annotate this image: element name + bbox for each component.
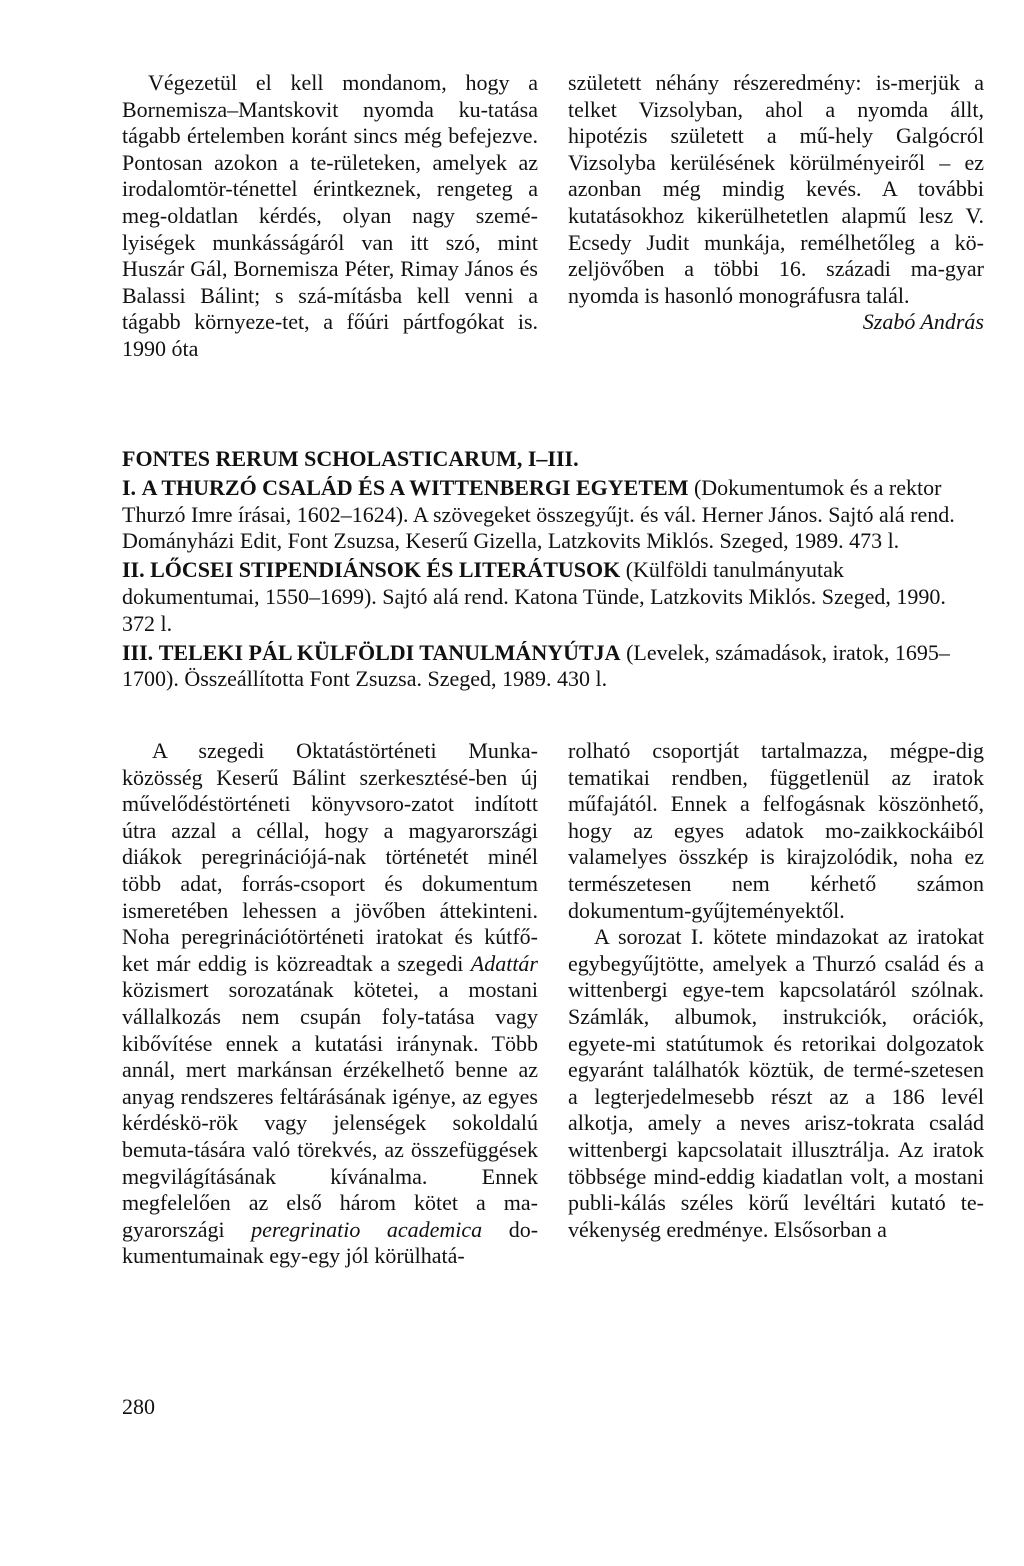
volume-entry-3 <box>122 640 962 694</box>
volume-title-3: TELEKI PÁL KÜLFÖLDI TANULMÁNYÚTJA <box>158 639 621 665</box>
volume-entry-2 <box>122 557 962 637</box>
volume-title-1: A THURZÓ CSALÁD ÉS A WITTENBERGI EGYETEM <box>141 474 689 500</box>
review-paragraph-1-continued: rolható csoportját tartalmazza, mégpe-dig tematikai rendben, függetlenül az iratok műfajától. Ennek a felfogásnak köszönhető, hogy az egyes adatok mo-zaikkockáiból valamelyes összkép is kirajzolódik, noha ez természetesen nem kérhető számon dokumentum-gyűjteményektől. <box>568 738 984 923</box>
review-body-left-column <box>122 738 538 1270</box>
previous-review-author: Szabó András <box>862 309 984 335</box>
volume-details-3: (Levelek, számadások, iratok, 1695–1700). Összeállította Font Zsuzsa. Szeged, 1989. 430 l. <box>122 639 950 692</box>
review-p1-italic-peregrinatio: peregrinatio academica <box>251 1216 483 1242</box>
review-heading <box>122 446 962 693</box>
series-title: FONTES RERUM SCHOLASTICARUM, I–III. <box>122 446 579 471</box>
review-p1-text-a: A szegedi Oktatástörténeti Munka-közösség Keserű Bálint szerkesztésé-ben új művelődéstörténeti könyvsoro-zatot indított útra azzal a céllal, hogy a magyarországi diákok peregrinációjá-nak történetét minél több adat, forrás-csoport és dokumentum ismeretében lehessen a jövőben áttekinteni. Noha peregrinációtörténeti iratokat és kútfő-ket már eddig is közreadtak a szegedi <box>122 738 538 976</box>
previous-review-left-column <box>122 70 538 363</box>
volume-number-2: II. <box>122 557 145 583</box>
volume-details-2: (Külföldi tanulmányutak dokumentumai, 1550–1699). Sajtó alá rend. Katona Tünde, Latzkovits Miklós. Szeged, 1990. 372 l. <box>122 557 946 636</box>
review-p1-italic-adattar: Adattár <box>470 950 538 976</box>
previous-review-right-text: született néhány részeredmény: is-merjük a telket Vizsolyban, ahol a nyomda állt, hipotézis született a mű-hely Galgócról Vizsolyba kerülésének körülményeiről – ez azonban még mindig kevés. A további kutatásokhoz kikerülhetetlen alapmű lesz V. Ecsedy Judit munkája, remélhetőleg a kö-zeljövőben a többi 16. századi ma-gyar nyomda is hasonló monográfusra talál. <box>568 70 984 308</box>
volume-title-2: LŐCSEI STIPENDIÁNSOK ÉS LITERÁTUSOK <box>150 557 621 583</box>
page-number: 280 <box>122 1394 155 1419</box>
review-body-right-column <box>568 738 984 1243</box>
previous-review-left-text: Végezetül el kell mondanom, hogy a Bornemisza–Mantskovit nyomda ku-tatása tágabb értelemben koránt sincs még befejezve. Pontosan azokon a te-rületeken, amelyek az irodalomtör-ténettel érintkeznek, rengeteg a meg-oldatlan kérdés, olyan nagy szemé-lyiségek munkásságáról van itt szó, mint Huszár Gál, Bornemisza Péter, Rimay János és Balassi Bálint; s szá-mításba kell venni a tágabb környeze-tet, a főúri pártfogókat is. 1990 óta <box>122 70 538 361</box>
volume-number-1: I. <box>122 474 137 500</box>
review-paragraph-2: A sorozat I. kötete mindazokat az iratokat egybegyűjtötte, amelyek a Thurzó család és a wittenbergi egye-tem kapcsolatáról szólnak. Számlák, albumok, instrukciók, orációk, egyete-mi statútumok és retorikai dolgozatok egyaránt találhatók köztük, de termé-szetesen a legterjedelmesebb részt az a 186 levél alkotja, amely a neves arisz-tokrata család wittenbergi kapcsolatait illusztrálja. Az iratok többsége mind-eddig kiadatlan volt, a mostani publi-kálás széles körű levéltári kutató te-vékenység eredménye. Elsősorban a <box>568 924 984 1242</box>
previous-review-right-column <box>568 70 984 336</box>
volume-entry-1 <box>122 475 962 555</box>
volume-number-3: III. <box>122 639 154 665</box>
review-p1-text-c: do-kumentumainak egy-egy jól körülhatá- <box>122 1216 539 1269</box>
volume-details-1: (Dokumentumok és a rektor Thurzó Imre írásai, 1602–1624). A szövegeket összegyűjt. és vál. Herner János. Sajtó alá rend. Dományházi Edit, Font Zsuzsa, Keserű Gizella, Latzkovits Miklós. Szeged, 1989. 473 l. <box>122 474 955 554</box>
review-p1-text-b: közismert sorozatának kötetei, a mostani vállalkozás nem csupán foly-tatása vagy kibővítése ennek a kutatási iránynak. Több annál, mert markánsan érzékelhető benne az anyag rendszeres feltárásának igénye, az egyes kérdéskö-rök vagy jelenségek sokoldalú bemuta-tására való törekvés, az összefüggések megvilágításának kívánalma. Ennek megfelelően az első három kötet a ma-gyarországi <box>122 977 538 1242</box>
review-paragraph-1 <box>122 738 538 1270</box>
